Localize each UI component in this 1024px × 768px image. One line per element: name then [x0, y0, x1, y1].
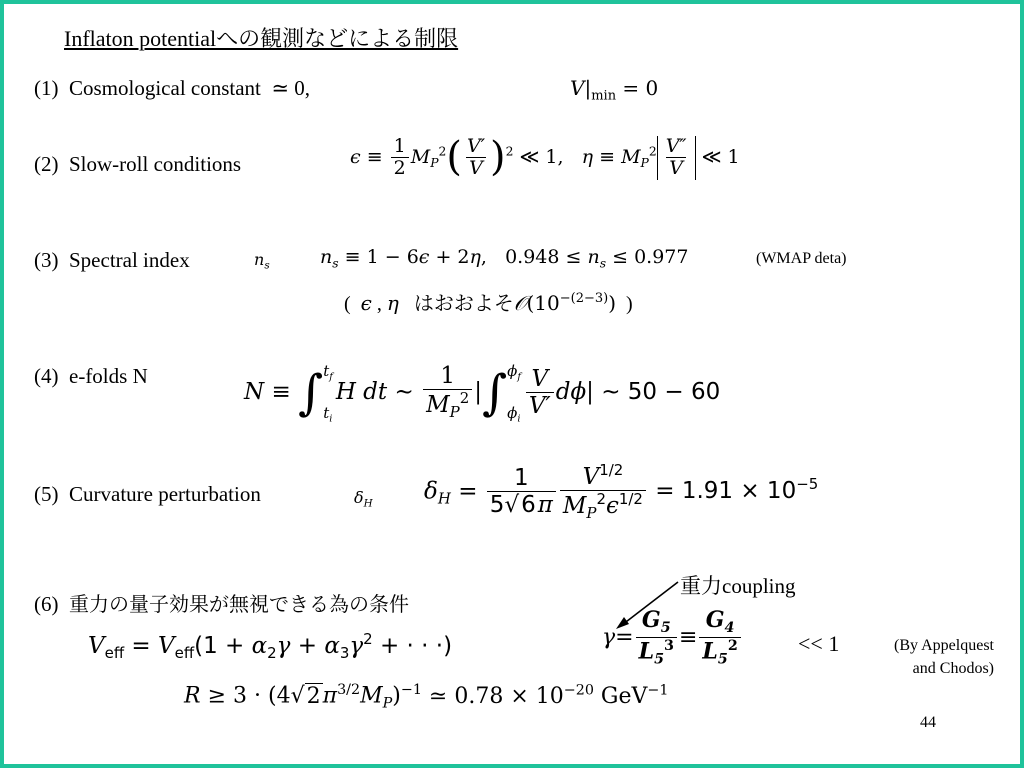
order-text: はおおよそ — [413, 291, 514, 315]
equation-r-bound: $R \ge 3 \cdot (4√2\pi^{3/2}M_P)^{-1}$ ≃ $0.78 \times 10^{-20}$ GeV$^{-1}$ — [184, 682, 669, 712]
symbol-ns: $n_s$ — [254, 250, 270, 272]
order-line: ( ϵ , η はおおよそ$𝒪(10^{-(2-3)})$ ) — [344, 291, 633, 315]
item-6 — [34, 588, 409, 617]
item-3-label: Spectral index — [69, 248, 190, 272]
equation-curvature: $\delta_H$ = $\frac{1}{5√6\pi}$ $\frac{V^{1/2}}{M_P^2\epsilon^{1/2}}$ = $1.91 \times 10^{-5}$ — [424, 461, 819, 523]
equation-spectral-index: $n_s \equiv 1 - 6\epsilon + 2\eta$, $0.948 \le n_s \le 0.977$ — [320, 246, 689, 271]
item-5 — [34, 482, 261, 507]
equation-veff: $V_{eff} = V_{eff}(1 + \alpha_2\gamma + \alpha_3\gamma^2$ + · · ·) — [88, 630, 453, 663]
much-less-one: << 1 — [798, 631, 840, 656]
item-4 — [34, 364, 148, 389]
item-1-label: Cosmological constant — [69, 76, 261, 100]
page-number: 44 — [920, 714, 936, 731]
item-4-num: (4) — [34, 364, 59, 388]
equation-vmin: $V|_{min} = 0$ — [570, 76, 659, 104]
item-6-num: (6) — [34, 592, 59, 616]
item-6-label: 重力の量子効果が無視できる為の条件 — [69, 592, 409, 616]
item-1-num: (1) — [34, 76, 59, 100]
item-1 — [34, 76, 310, 101]
item-2-label: Slow-roll conditions — [69, 152, 242, 176]
gravity-coupling-label — [680, 570, 796, 600]
item-1-extra: ≃ 0, — [271, 76, 311, 100]
item-5-num: (5) — [34, 482, 59, 506]
slide-title: Inflaton potentialへの観測などによる制限 — [64, 26, 459, 51]
item-3-num: (3) — [34, 248, 59, 272]
gravity-coupling-en: coupling — [722, 574, 796, 598]
item-4-label: e-folds N — [69, 364, 148, 388]
item-2-num: (2) — [34, 152, 59, 176]
equation-efolds: N ≡ ∫ $t_f$ $t_i$ H dt ∼ $\frac{1}{M_P^2}$ |∫ $\phi_f$ $\phi_i$ $\frac{V}{V'}$ dϕ| ∼ 50 − 60 — [244, 362, 721, 424]
item-3 — [34, 248, 190, 273]
gravity-coupling-jp: 重力 — [680, 574, 722, 598]
equation-gamma: γ= $\frac{G_5}{L_5^3}$ ≡ $\frac{G_4}{L_5^2}$ — [602, 608, 743, 668]
equation-slow-roll: ϵ ≡ $\frac{1}{2}$ $M_P^2$( $\frac{V'}{V}$ )$^2$ ≪ 1, $\eta \equiv M_P^2$ $\frac{V''}{V}$ ≪ 1 — [350, 133, 740, 180]
item-2 — [34, 152, 241, 177]
symbol-delta-h: $\delta_H$ — [354, 488, 373, 510]
item-5-label: Curvature perturbation — [69, 482, 261, 506]
appelquest-note-1: (By Appelquest — [894, 637, 994, 654]
wmap-note: (WMAP deta) — [756, 250, 847, 267]
appelquest-note-2: and Chodos) — [912, 660, 994, 677]
